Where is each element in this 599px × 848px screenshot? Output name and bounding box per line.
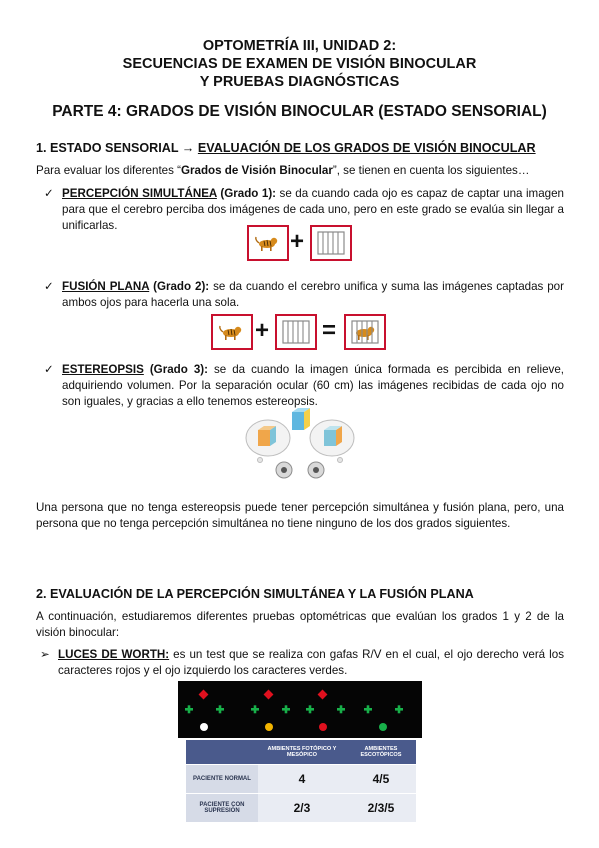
cage-image-card-2 xyxy=(275,314,317,350)
table-header-scotopic: AMBIENTES ESCOTÓPICOS xyxy=(346,740,416,765)
section2-intro: A continuación, estudiaremos diferentes pruebas optométricas que evalúan los grados 1 y 2 de la visión binocular: xyxy=(36,610,564,639)
tiger-icon xyxy=(213,316,251,348)
row-value-scotopic: 2/3/5 xyxy=(346,794,416,823)
tiger-icon xyxy=(249,227,287,259)
stereopsis-illustration xyxy=(240,408,360,480)
check-icon: ✓ xyxy=(44,187,54,200)
title-line-2: SECUENCIAS DE EXAMEN DE VISIÓN BINOCULAR xyxy=(122,56,477,72)
intro-text-bold: Grados de Visión Binocular xyxy=(181,164,333,177)
section1-heading-link: EVALUACIÓN DE LOS GRADOS DE VISIÓN BINOCULAR xyxy=(197,141,536,155)
section1-heading-prefix: 1. ESTADO SENSORIAL → xyxy=(36,141,198,155)
arrow-bullet-icon: ➢ xyxy=(40,648,50,661)
part-heading: PARTE 4: GRADOS DE VISIÓN BINOCULAR (ESTADO SENSORIAL) xyxy=(52,103,547,120)
worth-green-crosses xyxy=(185,705,403,713)
worth-red-dot xyxy=(319,723,327,731)
table-header-photopic: AMBIENTES FOTÓPICO Y MESÓPICO xyxy=(258,740,346,765)
tiger-image-card-2 xyxy=(211,314,253,350)
cage-icon xyxy=(277,316,315,348)
row-label: PACIENTE NORMAL xyxy=(186,765,258,794)
bullet-estereopsis xyxy=(44,362,564,410)
check-icon: ✓ xyxy=(44,280,54,293)
section1-intro xyxy=(36,163,564,179)
plus-sign: + xyxy=(255,317,270,344)
tiger-image-card xyxy=(247,225,289,261)
bullet-text: es un test que se realiza con gafas R/V en el cual, el ojo derecho verá los caracteres rojos y el ojo izquierdo los caracteres verdes. xyxy=(58,648,564,677)
table-header-row xyxy=(186,740,416,765)
worth-white-dot xyxy=(200,723,208,731)
bullet-grade: (Grado 3): xyxy=(143,363,208,376)
bullet-luces-de-worth xyxy=(40,647,564,679)
tiger-in-cage-icon xyxy=(346,316,384,348)
row-value-photopic: 2/3 xyxy=(258,794,346,823)
bullet-term: ESTEREOPSIS xyxy=(62,363,144,376)
table-header-empty xyxy=(186,740,258,765)
plus-sign: + xyxy=(290,228,305,255)
row-value-photopic: 4 xyxy=(258,765,346,794)
worth-yellow-dot xyxy=(265,723,273,731)
bullet-fusion-plana xyxy=(44,279,564,311)
worth-results-table xyxy=(186,740,416,823)
bullet-term: PERCEPCIÓN SIMULTÁNEA xyxy=(62,187,217,200)
worth-lights-panel xyxy=(178,681,422,738)
table-row xyxy=(186,765,416,794)
row-label: PACIENTE CON SUPRESIÓN xyxy=(186,794,258,823)
cage-icon xyxy=(312,227,350,259)
section1-closing: Una persona que no tenga estereopsis puede tener percepción simultánea y fusión plana, pero, una persona que no tenga percepción simultánea no tiene ninguno de los dos grados siguientes. xyxy=(36,501,564,530)
check-icon: ✓ xyxy=(44,363,54,376)
bullet-term: LUCES DE WORTH: xyxy=(58,648,170,661)
bullet-text: se da cuando la imagen única formada es percibida en relieve, adquiriendo volumen. Por la separación ocular (60 cm) las imágenes recibidas de cada ojo no son iguales, y gracias a ello tenemos estereopsis. xyxy=(62,363,564,408)
bullet-term: FUSIÓN PLANA xyxy=(62,280,150,293)
equals-sign: = xyxy=(322,317,337,344)
bullet-text: se da cuando el cerebro unifica y suma las imágenes captadas por ambos ojos para hacerla una sola. xyxy=(62,280,564,309)
section1-heading xyxy=(36,141,536,155)
intro-text-a: Para evaluar los diferentes “ xyxy=(36,164,181,177)
row-value-scotopic: 4/5 xyxy=(346,765,416,794)
worth-green-dot xyxy=(379,723,387,731)
cage-image-card xyxy=(310,225,352,261)
bullet-grade: (Grado 2): xyxy=(149,280,210,293)
tiger-in-cage-card xyxy=(344,314,386,350)
bullet-grade: (Grado 1): xyxy=(216,187,277,200)
worth-red-diamonds xyxy=(199,690,328,700)
bullet-percepcion-simultanea xyxy=(44,186,564,234)
worth-lights-diagram xyxy=(178,681,422,738)
title-line-3: Y PRUEBAS DIAGNÓSTICAS xyxy=(199,74,400,90)
title-line-1: OPTOMETRÍA III, UNIDAD 2: xyxy=(202,38,397,54)
section2-heading: 2. EVALUACIÓN DE LA PERCEPCIÓN SIMULTÁNEA Y LA FUSIÓN PLANA xyxy=(36,587,474,601)
table-row xyxy=(186,794,416,823)
intro-text-b: ”, se tienen en cuenta los siguientes… xyxy=(332,164,530,177)
bullet-text: se da cuando cada ojo es capaz de captar una imagen para que el cerebro perciba dos imágenes de cada uno, pero en este grado se evalúa sin llegar a unificarlas. xyxy=(62,187,564,232)
